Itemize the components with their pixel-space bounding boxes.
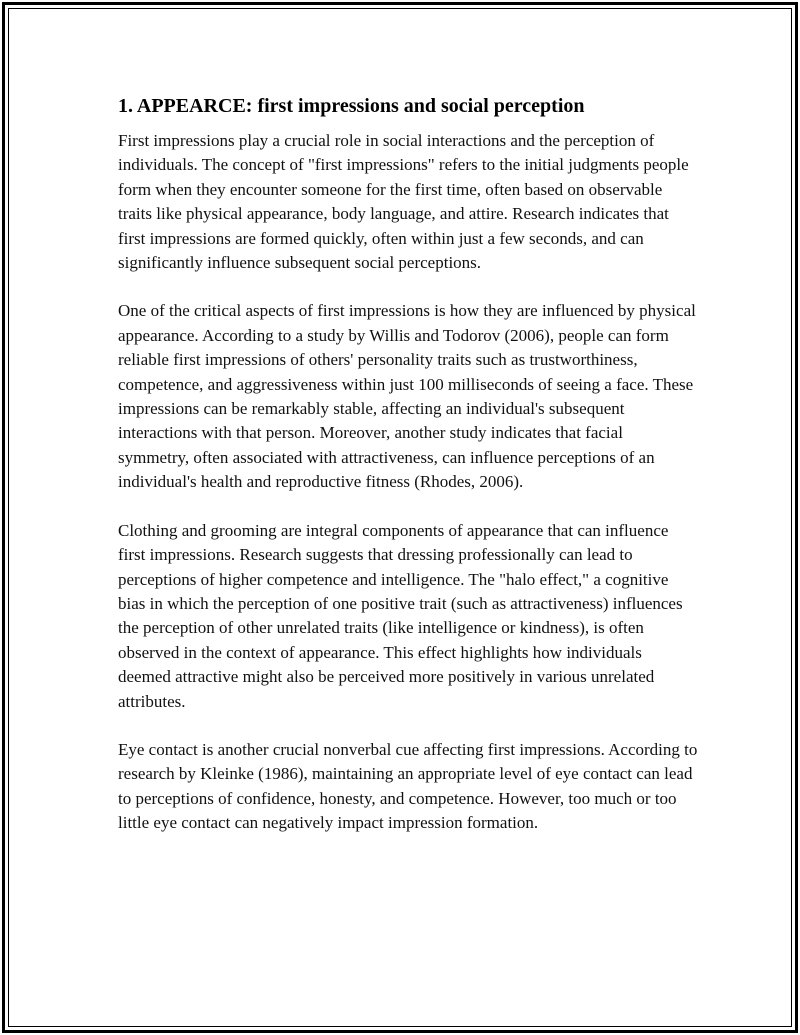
document-body bbox=[118, 93, 698, 860]
paragraph-first-impressions: First impressions play a crucial role in social interactions and the perception of individuals. The concept of "first impressions" refers to the initial judgments people form when they encounter someone for the first time, often based on observable traits like physical appearance, body language, and attire. Research indicates that first impressions are formed quickly, often within just a few seconds, and can significantly influence subsequent social perceptions. bbox=[118, 131, 689, 273]
paragraph-clothing-grooming: Clothing and grooming are integral components of appearance that can influence first impressions. Research suggests that dressing professionally can lead to perceptions of higher competence and intelligence. The "halo effect," a cognitive bias in which the perception of one positive trait (such as attractiveness) influences the perception of other unrelated traits (like intelligence or kindness), is often observed in the context of appearance. This effect highlights how individuals deemed attractive might also be perceived more positively in various unrelated attributes. bbox=[118, 520, 683, 711]
paragraph-physical-appearance: One of the critical aspects of first impressions is how they are influenced by physical appearance. According to a study by Willis and Todorov (2006), people can form reliable first impressions of others' personality traits such as trustworthiness, competence, and aggressiveness within just 100 milliseconds of seeing a face. These impressions can be remarkably stable, affecting an individual's subsequent interactions with that person. Moreover, another study indicates that facial symmetry, often associated with attractiveness, can influence perceptions of an individual's health and reproductive fitness (Rhodes, 2006). bbox=[118, 301, 696, 492]
section-heading: 1. APPEARCE: first impressions and social perception bbox=[118, 95, 585, 117]
paragraph-eye-contact: Eye contact is another crucial nonverbal cue affecting first impressions. According to research by Kleinke (1986), maintaining an appropriate level of eye contact can lead to perceptions of confidence, honesty, and competence. However, too much or too little eye contact can negatively impact impression formation. bbox=[118, 739, 698, 833]
